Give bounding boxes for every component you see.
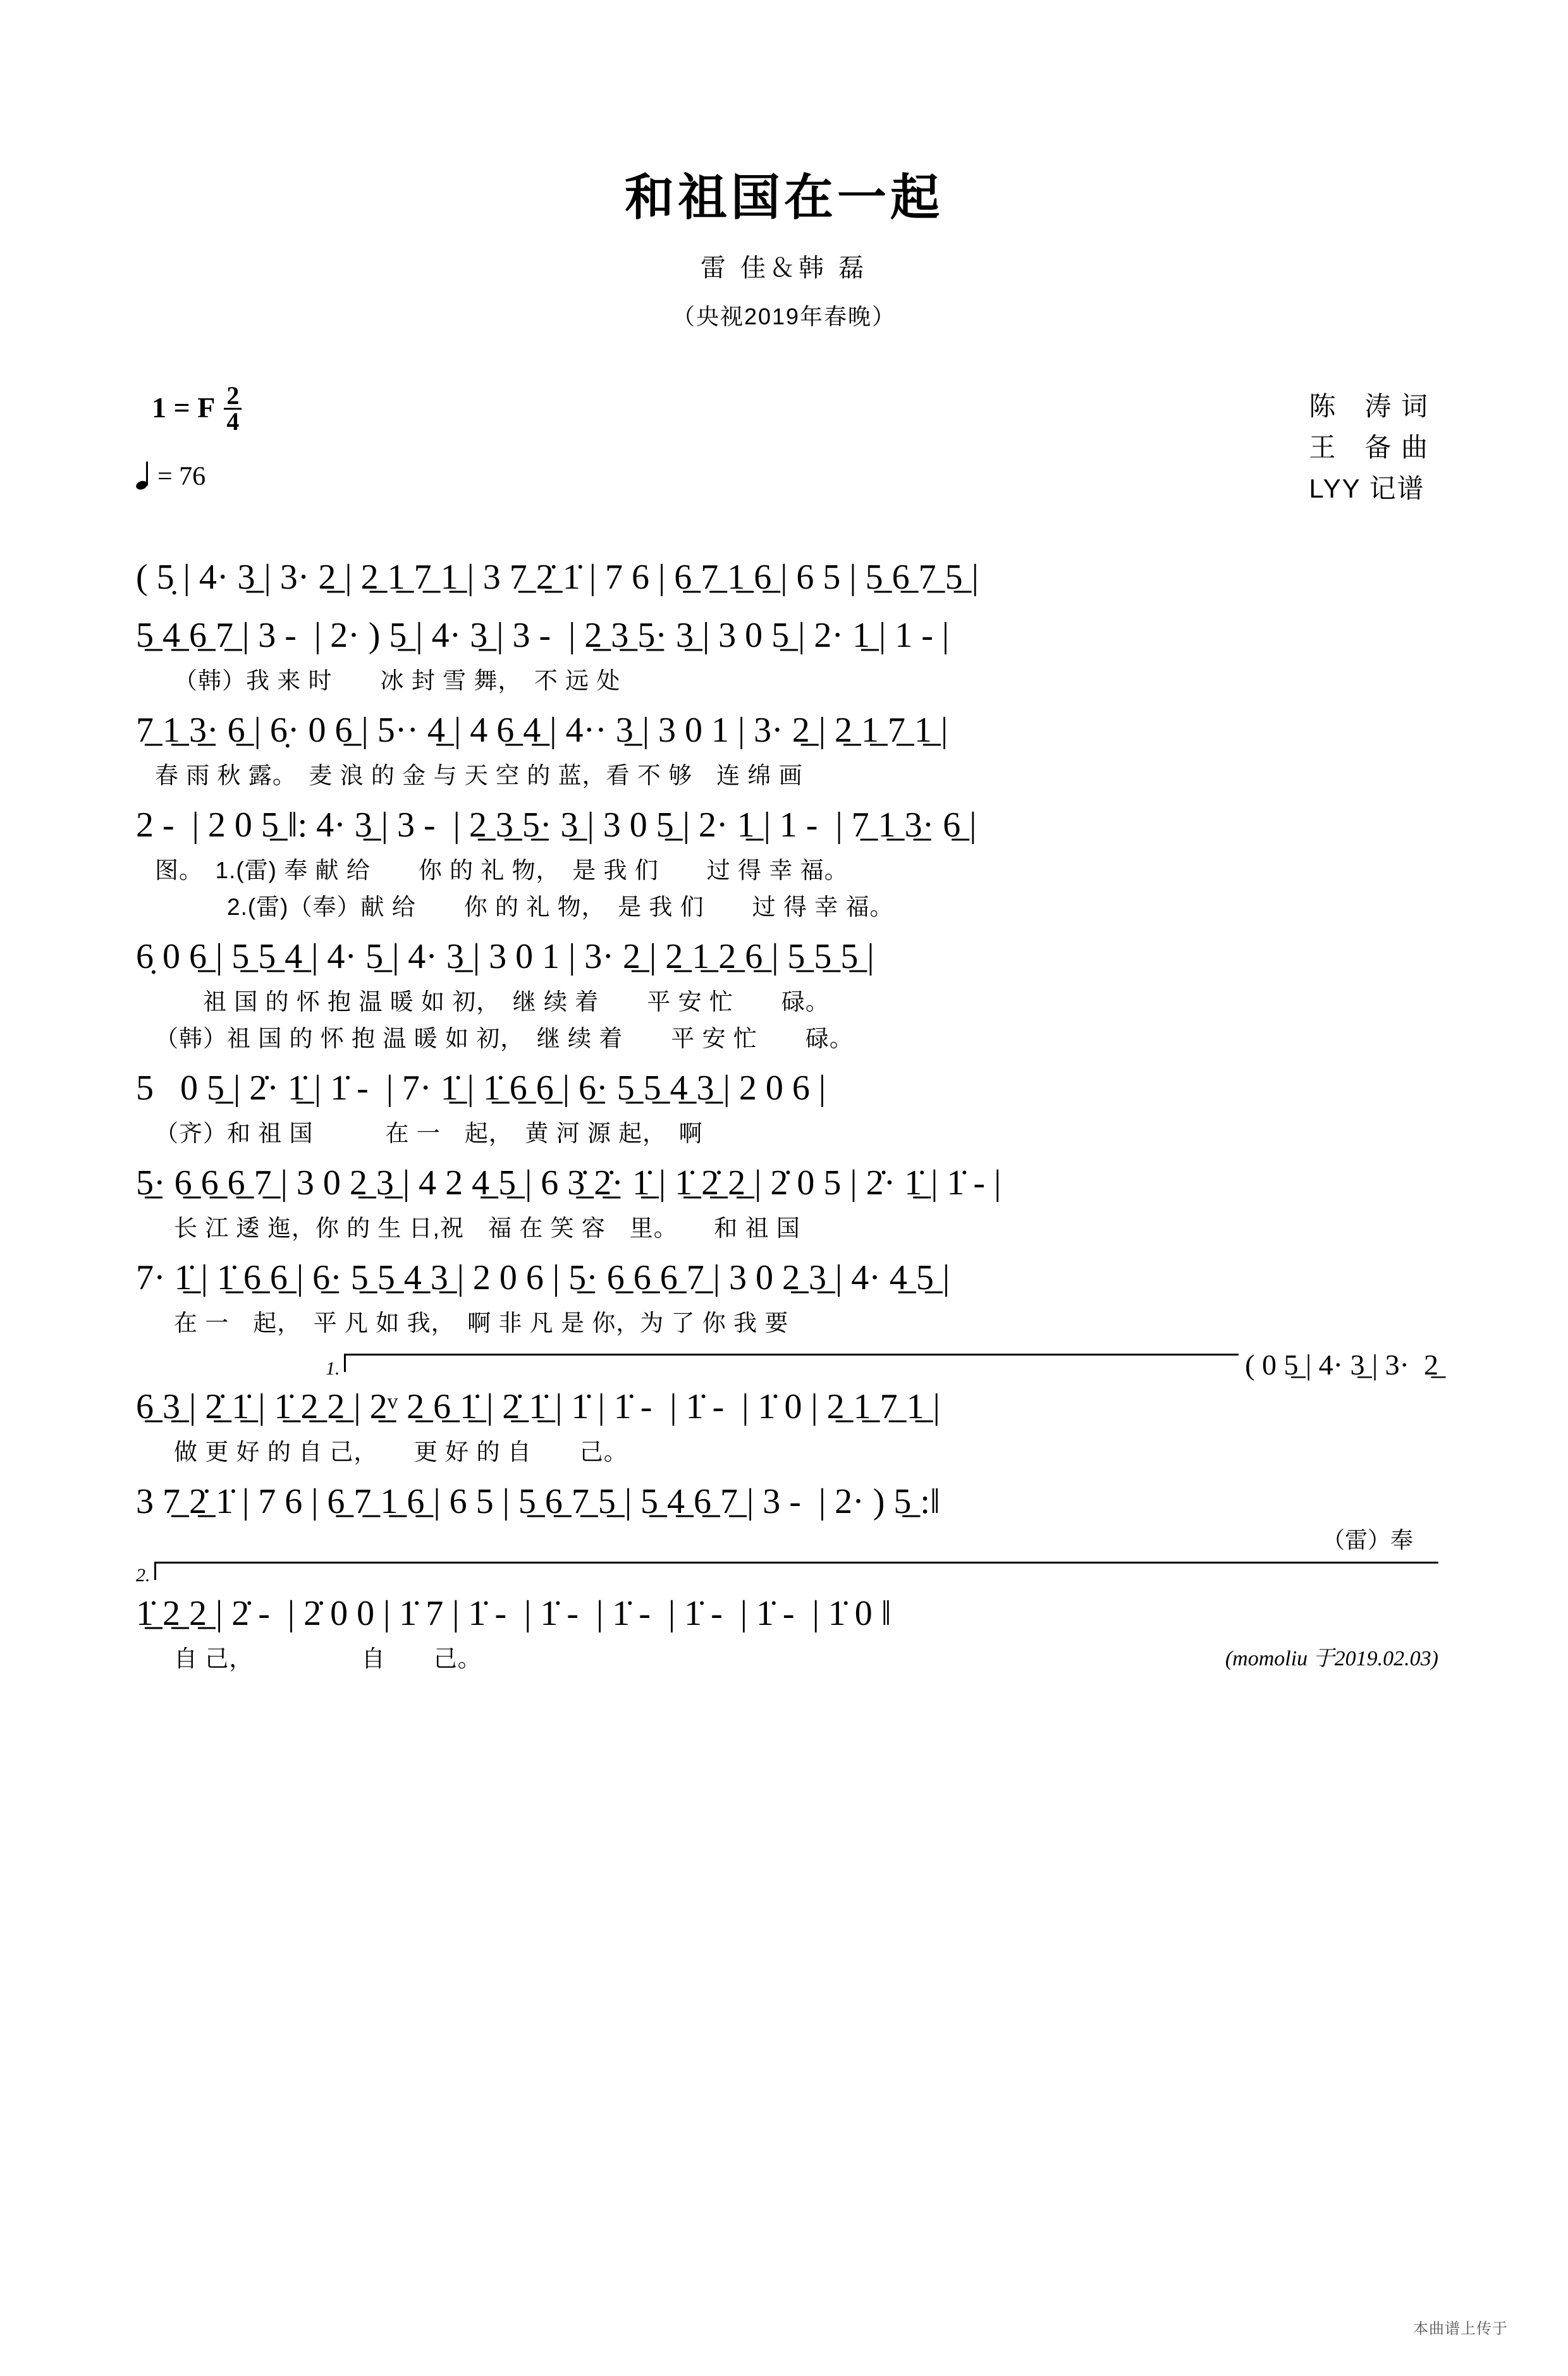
notation-line: 5̲· 6̲ 6̲ 6̲ 7̲ | 3 0 2̲ 3̲ | 4 2 4̲ 5̲ | 6 3̲̇ 2̲̇· 1̲̇ | 1̲̇ 2̲̇ 2̲ | 2̇ 0 5 | 2̇· 1̲̇ | 1̇ - | [136,1163,1001,1203]
notation-line: 2 - | 2 0 5̲ ‖: 4· 3̲ | 3 - | 2̲ 3̲ 5̲· 3̲ | 3 0 5̲ | 2· 1̲ | 1 - | 7̲ 1̲ 3̲· 6̲ | [136,805,977,845]
music-system [136,703,1438,794]
lyrics-line-verse2: 2.(雷)（奉）献 给 你 的 礼 物， 是 我 们 过 得 幸 福。 [155,894,894,920]
credit-transcriber: LYY 记谱 [1309,474,1425,504]
lyrics-line: 自 己， 自 己。 [174,1646,482,1672]
notation-line: ( 5̣ | 4· 3̲ | 3· 2̲ | 2̲ 1̲ 7̲ 1̲ | 3 7̲ 2̲̇ 1̇ | 7 6 | 6̲ 7̲ 1̲ 6̲ | 6 5 | 5̲ 6̲ 7̲ 5̲ | [136,558,979,597]
repeat-lyric: （雷）奉 [1321,1527,1413,1553]
singers-label: 雷 佳＆韩 磊 [700,254,868,282]
music-system [136,798,1438,926]
lyrics-line: 做 更 好 的 自 己， 更 好 的 自 己。 [174,1439,628,1465]
music-body [136,550,1438,1681]
time-signature [224,381,242,436]
notation-line: 6̲ 3̲ | 2̲̇ 1̲̇ | 1̲̇ 2̲ 2̲ | 2̲ᵛ 2̲ 6̲ 1̲̇ | 2̲̇ 1̲̇ | 1̇ | 1̇ - | 1̇ - | 1̇ 0 | 2̲ 1̲ 7̲ 1̲ | [136,1387,940,1426]
key-signature [152,381,242,436]
transcription-annotation: (momoliu 于2019.02.03) [1225,1647,1438,1670]
key-signature-text: 1 = F [152,391,216,424]
lyrics-line: （齐）和 祖 国 在 一 起， 黄 河 源 起， 啊 [155,1120,703,1146]
tempo-marking [136,462,205,492]
music-system [136,550,1438,604]
music-system [136,1156,1438,1247]
music-system-first-ending [136,1345,1438,1471]
music-system [136,1474,1438,1555]
page-title: 和祖国在一起 [624,169,943,225]
notation-line: 5̲ 4̲ 6̲ 7̲ | 3 - | 2· ) 5̲ | 4· 3̲ | 3 - | 2̲ 3̲ 5̲· 3̲ | 3 0 5̲ | 2· 1̲ | 1 - | [136,616,950,655]
occasion-label: （央视2019年春晚） [671,303,897,329]
upload-note: 本曲谱上传于 [1413,2320,1508,2337]
music-system-second-ending [136,1558,1438,1677]
time-signature-numerator: 2 [224,384,242,410]
first-ending-label: 1. [326,1358,340,1379]
credits-block [1309,386,1429,509]
lyrics-line-verse2: （韩）祖 国 的 怀 抱 温 暖 如 初， 继 续 着 平 安 忙 碌。 [155,1026,854,1051]
second-ending-label: 2. [136,1565,150,1586]
lyrics-line: 春 雨 秋 露。 麦 浪 的 金 与 天 空 的 蓝，看 不 够 连 绵 画 [155,762,803,788]
quarter-note-icon [136,463,152,491]
lyrics-line-verse1: 图。 1.(雷) 奉 献 给 你 的 礼 物， 是 我 们 过 得 幸 福。 [155,857,848,883]
notation-line: 1̲̇ 2̲ 2̲ | 2̇ - | 2̇ 0 0 | 1̇ 7 | 1̇ - | 1̇ - | 1̇ - | 1̇ - | 1̇ - | 1̇ 0 ‖ [136,1594,891,1633]
lyrics-line: 在 一 起， 平 凡 如 我， 啊 非 凡 是 你，为 了 你 我 要 [174,1310,789,1336]
credit-lyricist: 陈 涛 词 [1309,391,1429,421]
notation-line: 3 7̲ 2̲̇ 1̇ | 7 6 | 6̲ 7̲ 1̲ 6̲ | 6 5 | 5̲ 6̲ 7̲ 5̲ | 5̲ 4̲ 6̲ 7̲ | 3 - | 2· ) 5̲ :‖ [136,1482,940,1521]
time-signature-denominator: 4 [226,407,240,436]
music-system [136,1251,1438,1342]
credit-composer: 王 备 曲 [1309,432,1429,463]
notation-line: 6̣ 0 6̲ | 5̲ 5̲ 4̲ | 4· 5̲ | 4· 3̲ | 3 0 1 | 3· 2̲ | 2̲ 1̲ 2̲ 6̲ | 5̲ 5̲ 5̲ | [136,937,874,976]
music-system [136,608,1438,699]
music-system [136,929,1438,1057]
lyrics-line-verse1: 祖 国 的 怀 抱 温 暖 如 初， 继 续 着 平 安 忙 碌。 [155,989,830,1015]
notation-line: 7̲ 1̲ 3̲· 6̲ | 6̣· 0 6̲ | 5·· 4̲ | 4 6̲ 4̲ | 4·· 3̲ | 3 0 1 | 3· 2̲ | 2̲ 1̲ 7̲ 1̲ | [136,711,948,750]
lyrics-line: （韩）我 来 时 冰 封 雪 舞， 不 远 处 [174,668,621,694]
notation-line: 7· 1̲̇ | 1̲̇ 6̲ 6̲ | 6̲· 5̲ 5̲ 4̲ 3̲ | 2 0 6 | 5̲· 6̲ 6̲ 6̲ 7̲ | 3 0 2̲ 3̲ | 4· 4̲ 5̲ | [136,1258,950,1297]
score-page [0,158,1568,2376]
music-system [136,1061,1438,1152]
lyrics-line: 长 江 逶 迤，你 的 生 日,祝 福 在 笑 容 里。 和 祖 国 [174,1215,800,1241]
tempo-value: = 76 [157,462,206,491]
pickup-notation: ( 0 5̲ | 4· 3̲ | 3· 2̲ [1245,1349,1438,1381]
notation-line: 5 0 5̲ | 2̇· 1̲̇ | 1̇ - | 7· 1̲̇ | 1̲̇ 6̲ 6̲ | 6̲· 5̲ 5̲ 4̲ 3̲ | 2 0 6 | [136,1069,826,1108]
